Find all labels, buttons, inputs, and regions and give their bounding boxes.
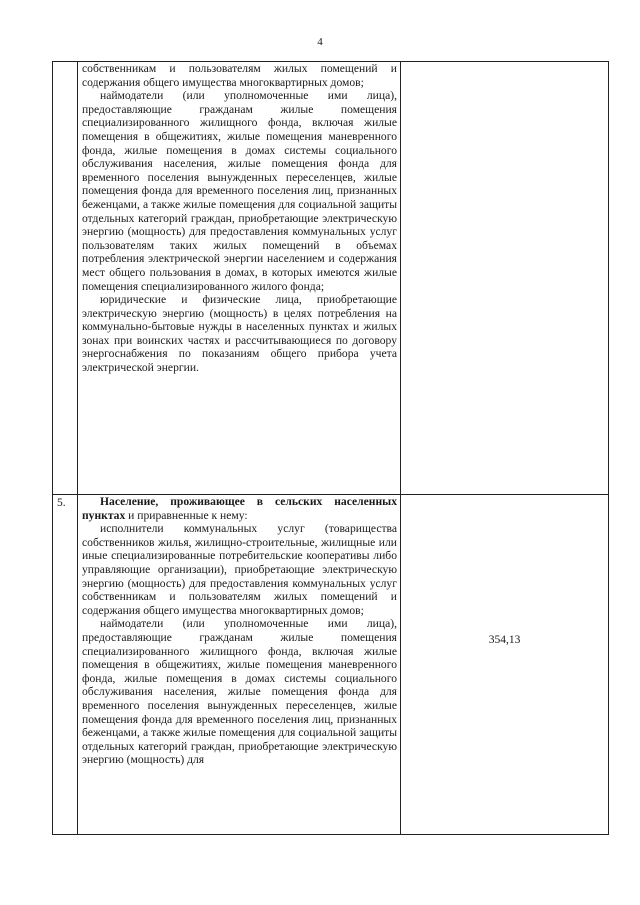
table-row xyxy=(53,495,609,835)
category-heading xyxy=(82,495,397,522)
page-number: 4 xyxy=(317,36,323,48)
tariff-table xyxy=(52,61,609,835)
consumer-description-cell xyxy=(78,62,401,495)
category-heading-bold: Население, проживающее в сельских населенных пунктах xyxy=(82,495,397,522)
tariff-value-cell xyxy=(401,62,609,495)
paragraph: собственникам и пользователям жилых помещений и содержания общего имущества многоквартирных домов; xyxy=(82,62,397,89)
table-row xyxy=(53,62,609,495)
paragraph: исполнители коммунальных услуг (товарищества собственников жилья, жилищно-строительные, жилищные или иные специализированные потребительские кооперативы либо управляющие организации), приобретающие электрическую энергию (мощность) для предоставления коммунальных услуг собственникам и пользователям жилых помещений и содержания общего имущества многоквартирных домов; xyxy=(82,522,397,617)
row-number: 5. xyxy=(53,495,78,835)
consumer-description-cell xyxy=(78,495,401,835)
row-number xyxy=(53,62,78,495)
tariff-value: 354,13 xyxy=(488,634,521,646)
tariff-value-cell xyxy=(401,495,609,835)
category-heading-rest: и приравненные к нему: xyxy=(125,508,248,522)
paragraph: наймодатели (или уполномоченные ими лица), предоставляющие гражданам жилые помещения специализированного жилищного фонда, включая жилые помещения в общежитиях, жилые помещения маневренного фонда, жилые помещения в домах системы социального обслуживания населения, жилые помещения фонда для временного поселения вынужденных переселенцев, жилые помещения фонда для временного поселения лиц, признанных беженцами, а также жилые помещения для социальной защиты отдельных категорий граждан, приобретающие электрическую энергию (мощность) для предоставления коммунальных услуг пользователям таких жилых помещений в объемах потребления электрической энергии населением и содержания мест общего пользования в домах, в которых имеются жилые помещения специализированного жилого фонда; xyxy=(82,89,397,293)
paragraph: наймодатели (или уполномоченные ими лица), предоставляющие гражданам жилые помещения специализированного жилищного фонда, включая жилые помещения в общежитиях, жилые помещения маневренного фонда, жилые помещения в домах системы социального обслуживания населения, жилые помещения фонда для временного поселения вынужденных переселенцев, жилые помещения фонда для временного поселения лиц, признанных беженцами, а также жилые помещения для социальной защиты отдельных категорий граждан, приобретающие электрическую энергию (мощность) для xyxy=(82,617,397,767)
paragraph: юридические и физические лица, приобретающие электрическую энергию (мощность) в целях потребления на коммунально-бытовые нужды в населенных пунктах и жилых зонах при воинских частях и рассчитывающиеся по договору энергоснабжения по показаниям общего прибора учета электрической энергии. xyxy=(82,293,397,375)
